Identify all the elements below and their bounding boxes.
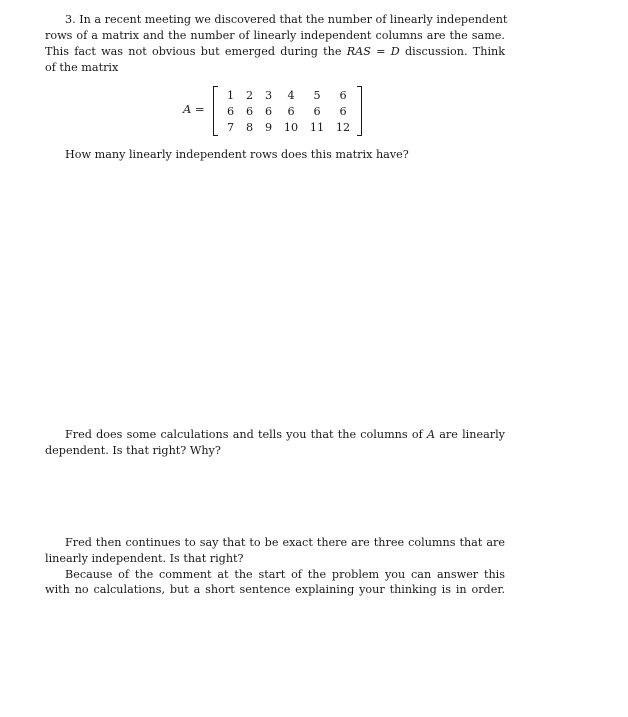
matrix-cell: 9 [264, 120, 273, 134]
intro-line-2: rows of a matrix and the number of linearly independent columns are the same. [45, 29, 505, 42]
matrix-row [221, 87, 356, 103]
matrix-cell: 6 [245, 104, 254, 118]
matrix-right-bracket [357, 86, 362, 136]
matrix-cell: 3 [264, 88, 273, 102]
matrix-cell: 6 [226, 104, 235, 118]
question-3-line-1: Fred then continues to say that to be exact there are three columns that are [65, 536, 505, 549]
intro-line-3 [45, 44, 505, 60]
question-3-line-2: linearly independent. Is that right? [45, 552, 244, 565]
matrix-cell: 6 [339, 104, 347, 118]
matrix-cell: 5 [313, 88, 321, 102]
q2-text-b: are linearly [439, 428, 506, 441]
q2-text-a: Fred does some calculations and tells you that the columns of [65, 428, 423, 441]
intro-line-1 [65, 12, 508, 28]
matrix-label [183, 101, 205, 117]
intro-text-3a: This fact was not obvious but emerged during the [45, 45, 342, 58]
matrix-cell: 8 [245, 120, 254, 134]
matrix-cell: 6 [287, 104, 295, 118]
matrix-label-text: A = [183, 102, 205, 116]
matrix-cell: 6 [339, 88, 347, 102]
problem-number: 3. [65, 13, 76, 26]
intro-text-1: In a recent meeting we discovered that the number of linearly independent [79, 13, 508, 26]
matrix-cell: 11 [309, 120, 325, 134]
matrix-display [183, 86, 363, 136]
matrix-cell: 2 [245, 88, 254, 102]
question-3-line-3: Because of the comment at the start of the problem you can answer this [65, 568, 505, 581]
matrix-row [221, 119, 356, 135]
ras-equation: RAS = D [346, 45, 400, 58]
matrix-cell: 4 [287, 88, 295, 102]
intro-line-4: of the matrix [45, 61, 119, 74]
question-2-line-1 [65, 427, 505, 443]
matrix-cell: 10 [283, 120, 299, 134]
matrix-left-bracket [213, 86, 218, 136]
matrix-cell: 12 [335, 120, 351, 134]
intro-text-3b: discussion. Think [405, 45, 506, 58]
question-2-line-2: dependent. Is that right? Why? [45, 444, 221, 457]
matrix-cell: 7 [226, 120, 235, 134]
matrix-grid [221, 87, 356, 135]
matrix-cell: 1 [226, 88, 235, 102]
matrix-cell: 6 [313, 104, 321, 118]
q2-math-a: A [426, 428, 436, 441]
matrix-row [221, 103, 356, 119]
matrix-cell: 6 [264, 104, 273, 118]
question-1: How many linearly independent rows does this matrix have? [65, 148, 409, 161]
question-3-line-4: with no calculations, but a short sentence explaining your thinking is in order. [45, 583, 505, 596]
